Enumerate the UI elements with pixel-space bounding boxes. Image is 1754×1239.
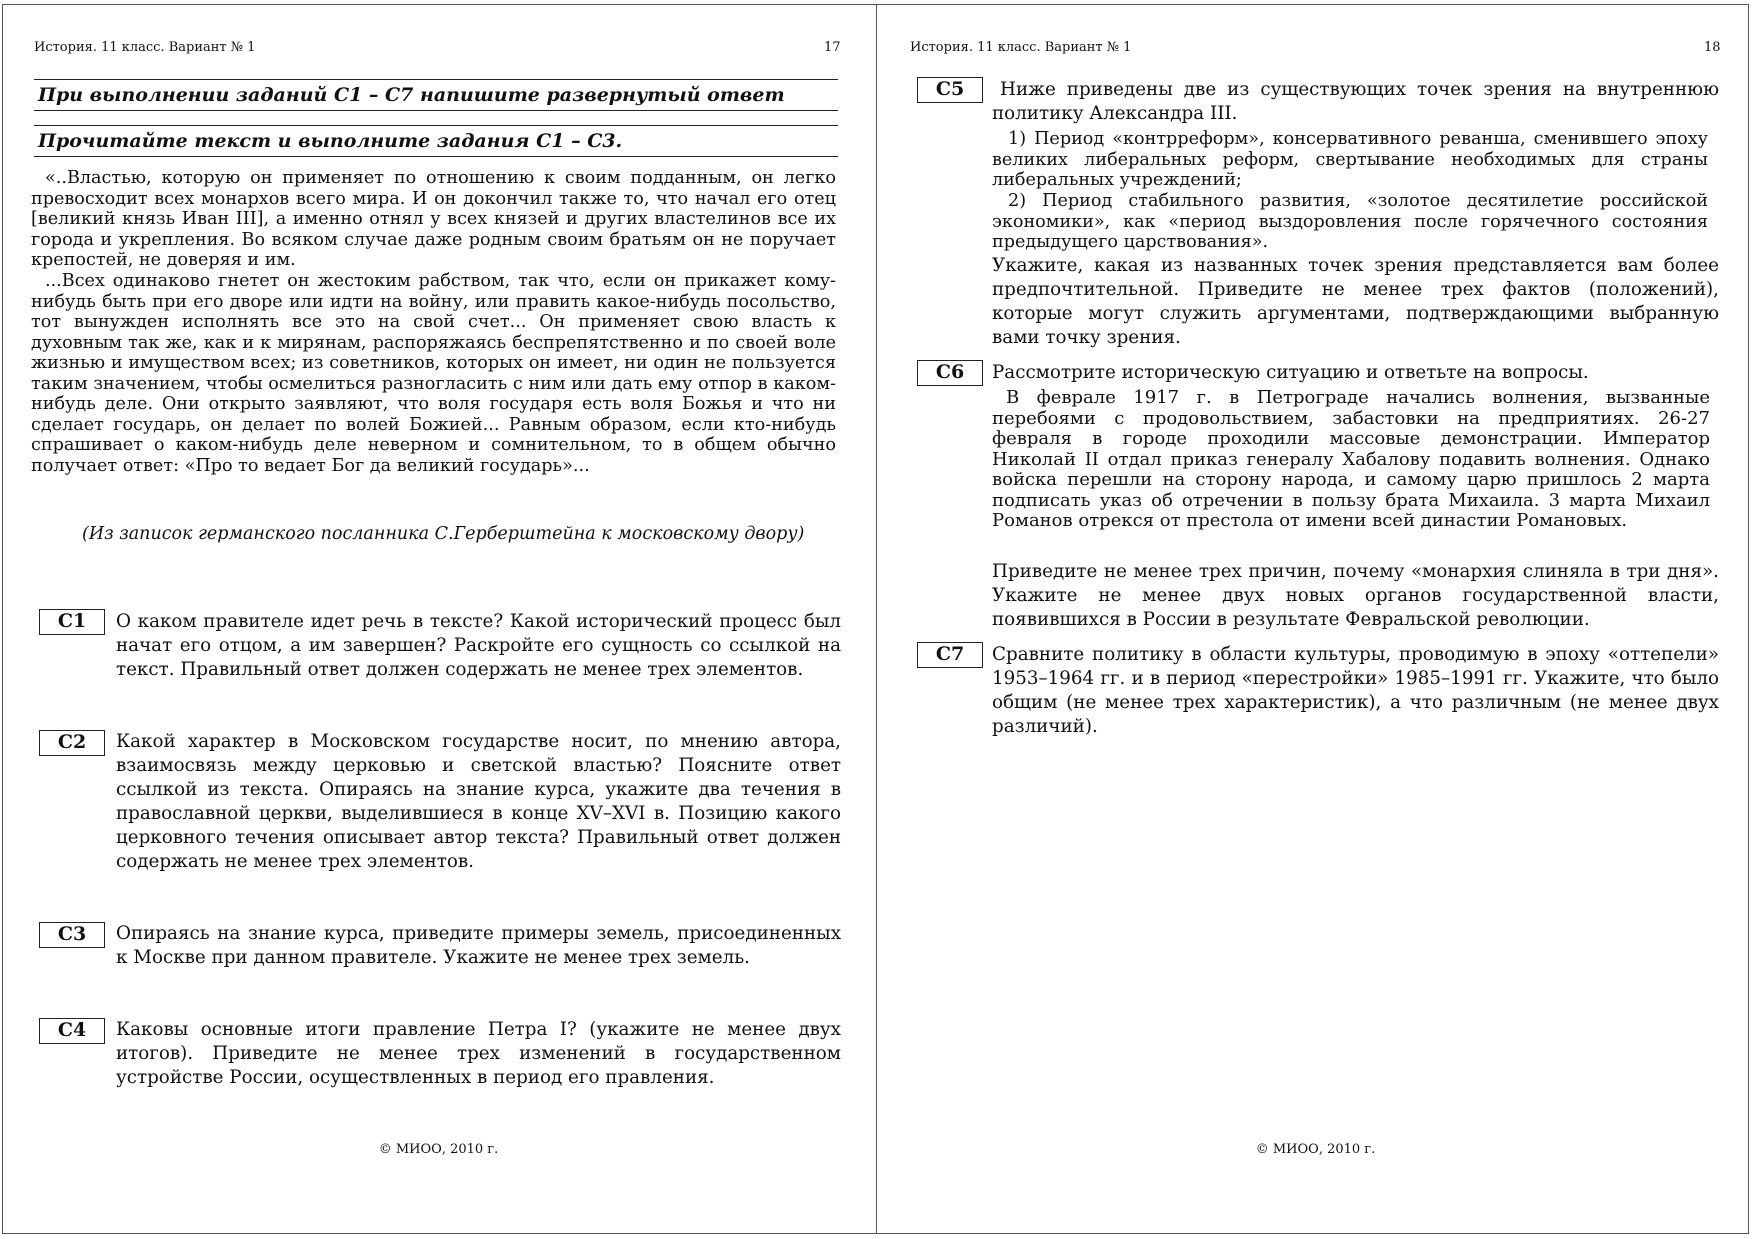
task-label-c3: С3 <box>39 922 105 948</box>
page-number: 18 <box>1704 40 1721 55</box>
reading-heading: Прочитайте текст и выполните задания С1 – С3. <box>38 130 623 152</box>
source-paragraph-1: «..Властью, которую он применяет по отношению к своим подданным, он легко превосходит всех монархов всего мира. И он докончил также то, что начал его отец [великий князь Иван III], а именно отнял у всех князей и других властелинов все их города и укрепления. Во всяком случае даже родным своим братьям он не поручает крепостей, не доверяя и им. <box>31 168 836 270</box>
page-footer: © МИОО, 2010 г. <box>1255 1142 1376 1157</box>
page-number: 17 <box>824 40 841 55</box>
task-label-c1: С1 <box>39 609 105 635</box>
task-label-c2: С2 <box>39 730 105 756</box>
rule-line <box>34 79 838 80</box>
right-page <box>877 0 1754 1239</box>
task-label-c5: С5 <box>917 77 983 103</box>
task-label-c7: С7 <box>917 642 983 668</box>
rule-line <box>34 110 838 111</box>
task-text-c6-intro: Рассмотрите историческую ситуацию и ответьте на вопросы. <box>992 362 1589 383</box>
rule-line <box>34 125 838 126</box>
instructions-heading: При выполнении заданий С1 – С7 напишите развернутый ответ <box>38 84 785 106</box>
page-header-title: История. 11 класс. Вариант № 1 <box>910 40 1132 55</box>
historical-situation: В феврале 1917 г. в Петрограде начались волнения, вызванные перебоями с продовольствием, забастовки на предприятиях. 26-27 февраля в городе проходили массовые демонстрации. Император Николай II отдал приказ генералу Хабалову подавить волнения. Однако войска перешли на сторону народа, и самому царю пришлось 2 марта подписать указ об отречении в пользу брата Михаила. 3 марта Михаил Романов отрекся от престола от имени всей династии Романовых. <box>992 387 1710 531</box>
rule-line <box>34 156 838 157</box>
task-text-c7: Сравните политику в области культуры, проводимую в эпоху «оттепели» 1953–1964 гг. и в период «перестройки» 1985–1991 гг. Укажите, что было общим (не менее трех характеристик), а что различным (не менее двух различий). <box>992 644 1719 737</box>
viewpoint-2: 2) Период стабильного развития, «золотое десятилетие российской экономики», как «период выздоровления после горячечного состояния предыдущего царствования». <box>992 191 1708 252</box>
source-attribution: (Из записок германского посланника С.Герберштейна к московскому двору) <box>82 524 805 544</box>
task-question-c6: Приведите не менее трех причин, почему «монархия слиняла в три дня». Укажите не менее двух новых органов государственной власти, появившихся в России в результате Февральской революции. <box>992 561 1719 630</box>
task-text-c2: Какой характер в Московском государстве носит, по мнению автора, взаимосвязь между церковью и светской властью? Поясните ответ ссылкой из текста. Опираясь на знание курса, укажите два течения в православной церкви, выделившиеся в конце XV–XVI в. Позицию какого церковного течения описывает автор текста? Правильный ответ должен содержать не менее трех элементов. <box>116 731 841 872</box>
task-question-c5: Укажите, какая из названных точек зрения представляется вам более предпочтительной. Приведите не менее трех фактов (положений), которые могут служить аргументами, подтверждающими выбранную вами точку зрения. <box>992 255 1719 348</box>
source-paragraph-2: ...Всех одинаково гнетет он жестоким рабством, так что, если он прикажет кому-нибудь быть при его дворе или идти на войну, или править какое-нибудь посольство, тот вынужден исполнять все это на свой счет... Он применяет свою власть к духовным так же, как и к мирянам, распоряжаясь беспрепятственно и по своей воле жизнью и имуществом всех; из советников, которых он имеет, ни один не пользуется таким значением, чтобы осмелиться разногласить с ним или дать ему отпор в каком-нибудь деле. Они открыто заявляют, что воля государя есть воля Божья и что ни сделает государь, он делает по волей Божией... Равным образом, если кто-нибудь спрашивает о каком-нибудь деле неверном и сомнительном, то в общем обычно получает ответ: «Про то ведает Бог да великий государь»... <box>31 271 836 476</box>
task-text-c5-intro: Ниже приведены две из существующих точек зрения на внутреннюю политику Александра III. <box>992 79 1719 124</box>
page-footer: © МИОО, 2010 г. <box>378 1142 499 1157</box>
task-text-c1: О каком правителе идет речь в тексте? Какой исторический процесс был начат его отцом, а им завершен? Раскройте его сущность со ссылкой на текст. Правильный ответ должен содержать не менее трех элементов. <box>116 611 841 680</box>
task-label-c4: С4 <box>39 1018 105 1044</box>
viewpoint-1: 1) Период «контрреформ», консервативного реванша, сменившего эпоху великих либеральных реформ, свертывание необходимых для страны либеральных учреждений; <box>992 129 1708 190</box>
task-text-c4: Каковы основные итоги правление Петра I? (укажите не менее двух итогов). Приведите не менее трех изменений в государственном устройстве России, осуществленных в период его правления. <box>116 1019 841 1088</box>
task-text-c3: Опираясь на знание курса, приведите примеры земель, присоединенных к Москве при данном правителе. Укажите не менее трех земель. <box>116 923 841 968</box>
task-label-c6: С6 <box>917 360 983 386</box>
page-header-title: История. 11 класс. Вариант № 1 <box>34 40 256 55</box>
